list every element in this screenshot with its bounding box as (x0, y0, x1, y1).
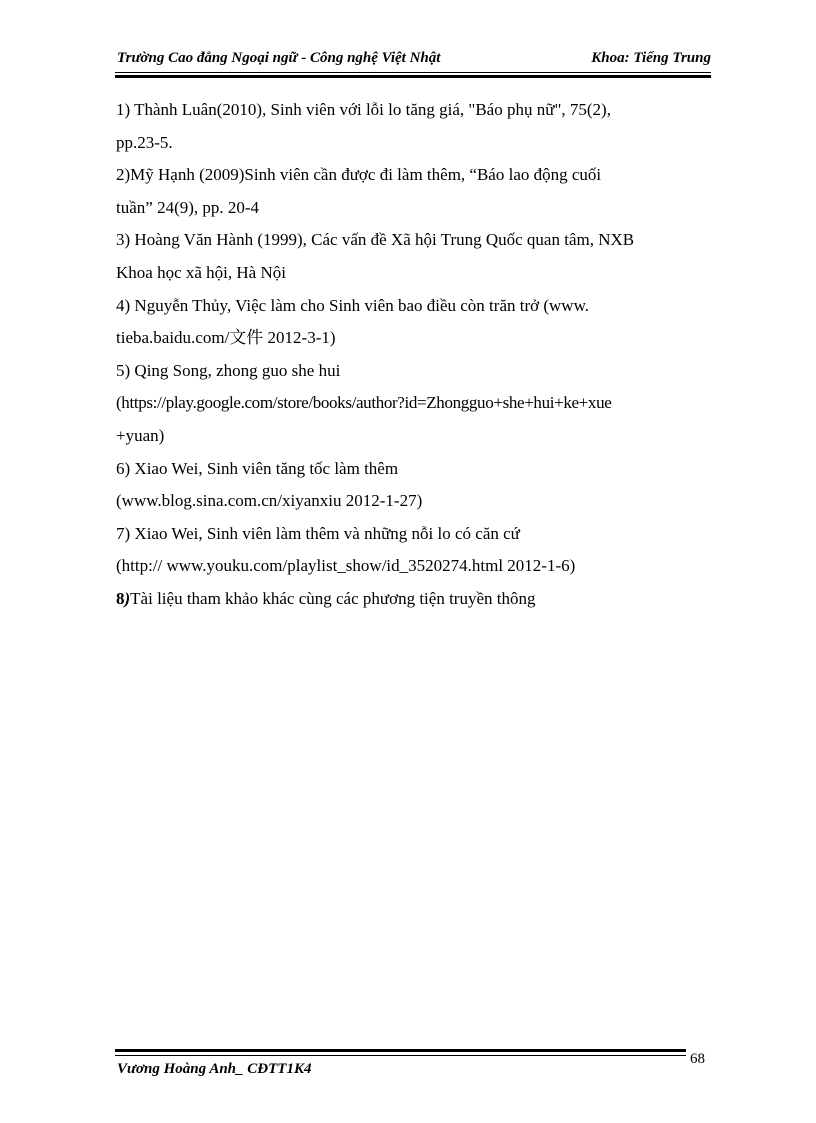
reference-5-line-1: 5) Qing Song, zhong guo she hui (116, 360, 341, 380)
header-school-name: Trường Cao đẳng Ngoại ngữ - Công nghệ Việt Nhật (117, 50, 441, 66)
reference-7-line-2: (http:// www.youku.com/playlist_show/id_3520274.html 2012-1-6) (116, 556, 576, 576)
reference-5-line-2: (https://play.google.com/store/books/author?id=Zhongguo+she+hui+ke+xue (116, 393, 612, 413)
reference-6-line-2: (www.blog.sina.com.cn/xiyanxiu 2012-1-27) (116, 491, 423, 511)
footer-author: Vương Hoàng Anh_ CĐTT1K4 (117, 1061, 312, 1077)
header-rule (115, 72, 711, 73)
reference-list (116, 94, 716, 616)
reference-8-number: 8 (116, 588, 125, 608)
reference-4-line-2: tieba.baidu.com/文件 2012-3-1) (116, 328, 336, 348)
footer-rule-thick (115, 1049, 686, 1052)
reference-8 (116, 583, 716, 616)
running-header (117, 48, 711, 70)
reference-1-line-2: pp.23-5. (116, 132, 173, 152)
header-department: Khoa: Tiếng Trung (591, 50, 711, 66)
page-number: 68 (690, 1051, 705, 1067)
reference-3-line-2: Khoa học xã hội, Hà Nội (116, 262, 286, 282)
reference-7-line-1: 7) Xiao Wei, Sinh viên làm thêm và những nỗi lo có căn cứ (116, 523, 520, 543)
reference-2-line-2: tuần” 24(9), pp. 20-4 (116, 197, 260, 217)
ref-text: 1) Thành Luân(2010), Sinh viên với lỗi lo tăng giá, "Báo phụ nữ", 75(2), (116, 100, 611, 119)
reference-8-paren: ) (124, 588, 131, 608)
footer-rule (115, 1055, 686, 1056)
reference-8-text: Tài liệu tham khảo khác cùng các phương tiện truyền thông (130, 588, 536, 608)
reference-2-line-1: 2)Mỹ Hạnh (2009)Sinh viên cần được đi làm thêm, “Báo lao động cuối (116, 165, 602, 185)
reference-4-line-1: 4) Nguyễn Thủy, Việc làm cho Sinh viên bao điều còn trăn trở (www. (116, 295, 590, 315)
reference-3-line-1: 3) Hoàng Văn Hành (1999), Các vấn đề Xã hội Trung Quốc quan tâm, NXB (116, 230, 635, 250)
reference-1-line-1 (116, 94, 716, 127)
reference-5-line-3: +yuan) (116, 425, 165, 445)
header-rule-thick (115, 75, 711, 78)
reference-6-line-1: 6) Xiao Wei, Sinh viên tăng tốc làm thêm (116, 458, 399, 478)
